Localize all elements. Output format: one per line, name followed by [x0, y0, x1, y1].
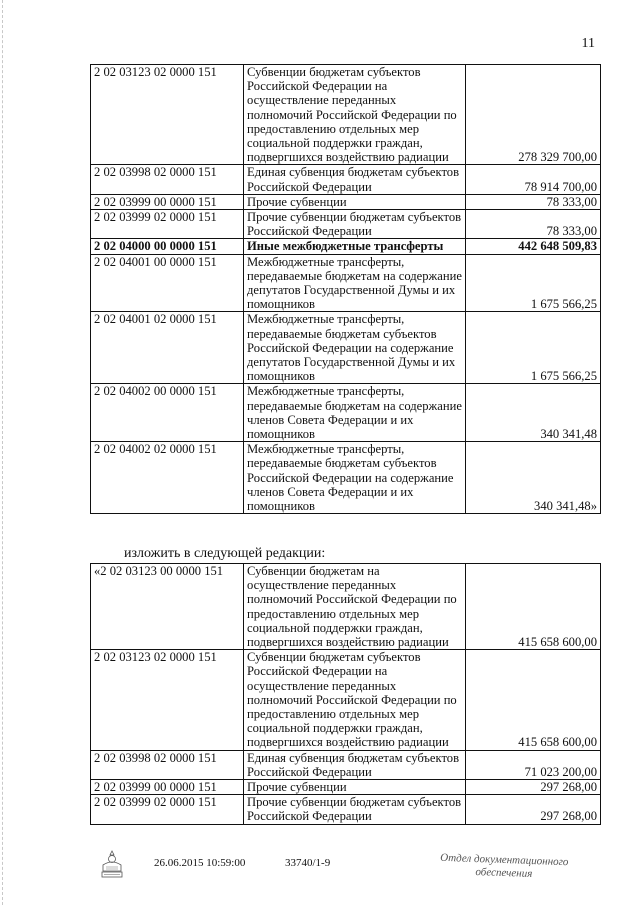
name-cell: Иные межбюджетные трансферты [244, 239, 466, 254]
amount-cell: 278 329 700,00 [466, 65, 601, 165]
table-row [91, 194, 601, 209]
table-row [91, 165, 601, 194]
code-cell: 2 02 04002 02 0000 151 [91, 442, 244, 514]
amount-cell: 78 914 700,00 [466, 165, 601, 194]
code-cell: 2 02 03999 00 0000 151 [91, 780, 244, 795]
amount-cell: 297 268,00 [466, 780, 601, 795]
name-cell: Межбюджетные трансферты, передаваемые бюджетам на содержание депутатов Государственной Думы и их помощников [244, 254, 466, 312]
amount-cell: 297 268,00 [466, 795, 601, 824]
table-row [91, 780, 601, 795]
page-number: 11 [581, 36, 595, 51]
amount-cell: 78 333,00 [466, 194, 601, 209]
name-cell: Субвенции бюджетам на осуществление переданных полномочий Российской Федерации по предоставлению отдельных мер социальной поддержки граждан, подвергшихся воздействию радиации [244, 564, 466, 650]
code-cell: 2 02 03123 02 0000 151 [91, 65, 244, 165]
amount-cell: 340 341,48» [466, 442, 601, 514]
table-row [91, 750, 601, 779]
table-row [91, 65, 601, 165]
budget-table-old [90, 64, 601, 514]
table-row [91, 312, 601, 384]
code-cell: 2 02 03999 00 0000 151 [91, 194, 244, 209]
code-cell: 2 02 03123 02 0000 151 [91, 650, 244, 750]
code-cell: 2 02 03998 02 0000 151 [91, 750, 244, 779]
code-cell: 2 02 04001 00 0000 151 [91, 254, 244, 312]
table-row [91, 384, 601, 442]
table-row [91, 210, 601, 239]
amendment-intro-text: изложить в следующей редакции: [124, 546, 326, 561]
name-cell: Межбюджетные трансферты, передаваемые бюджетам на содержание членов Совета Федерации и их помощников [244, 384, 466, 442]
table-row [91, 795, 601, 824]
footer-timestamp: 26.06.2015 10:59:00 [154, 857, 246, 869]
emblem-icon [99, 849, 125, 879]
footer-document-number: 33740/1-9 [285, 857, 331, 869]
code-cell: 2 02 04001 02 0000 151 [91, 312, 244, 384]
amount-cell: 415 658 600,00 [466, 650, 601, 750]
name-cell: Прочие субвенции бюджетам субъектов Российской Федерации [244, 210, 466, 239]
stamp-line-2: обеспечения [475, 866, 533, 880]
name-cell: Прочие субвенции [244, 780, 466, 795]
name-cell: Единая субвенция бюджетам субъектов Российской Федерации [244, 165, 466, 194]
code-cell: 2 02 03998 02 0000 151 [91, 165, 244, 194]
stamp-line-1: Отдел документационного [440, 851, 569, 869]
name-cell: Субвенции бюджетам субъектов Российской Федерации на осуществление переданных полномочий Российской Федерации по предоставлению отдельных мер социальной поддержки граждан, подвергшихся воздействию радиации [244, 65, 466, 165]
budget-table-new [90, 563, 601, 825]
table-row [91, 254, 601, 312]
margin-fold-line [2, 0, 4, 905]
name-cell: Межбюджетные трансферты, передаваемые бюджетам субъектов Российской Федерации на содержание членов Совета Федерации и их помощников [244, 442, 466, 514]
name-cell: Прочие субвенции бюджетам субъектов Российской Федерации [244, 795, 466, 824]
code-cell: «2 02 03123 00 0000 151 [91, 564, 244, 650]
table-row [91, 442, 601, 514]
table-row [91, 564, 601, 650]
code-cell: 2 02 03999 02 0000 151 [91, 210, 244, 239]
amount-cell: 78 333,00 [466, 210, 601, 239]
table-row [91, 239, 601, 254]
table-body [91, 564, 601, 825]
name-cell: Межбюджетные трансферты, передаваемые бюджетам субъектов Российской Федерации на содержание депутатов Государственной Думы и их помощников [244, 312, 466, 384]
code-cell: 2 02 03999 02 0000 151 [91, 795, 244, 824]
name-cell: Прочие субвенции [244, 194, 466, 209]
amount-cell: 1 675 566,25 [466, 254, 601, 312]
department-stamp [440, 852, 569, 882]
table-row [91, 650, 601, 750]
name-cell: Субвенции бюджетам субъектов Российской Федерации на осуществление переданных полномочий Российской Федерации по предоставлению отдельных мер социальной поддержки граждан, подвергшихся воздействию радиации [244, 650, 466, 750]
amount-cell: 415 658 600,00 [466, 564, 601, 650]
amount-cell: 340 341,48 [466, 384, 601, 442]
name-cell: Единая субвенция бюджетам субъектов Российской Федерации [244, 750, 466, 779]
amount-cell: 1 675 566,25 [466, 312, 601, 384]
amount-cell: 71 023 200,00 [466, 750, 601, 779]
table-body [91, 65, 601, 514]
code-cell: 2 02 04000 00 0000 151 [91, 239, 244, 254]
code-cell: 2 02 04002 00 0000 151 [91, 384, 244, 442]
amount-cell: 442 648 509,83 [466, 239, 601, 254]
